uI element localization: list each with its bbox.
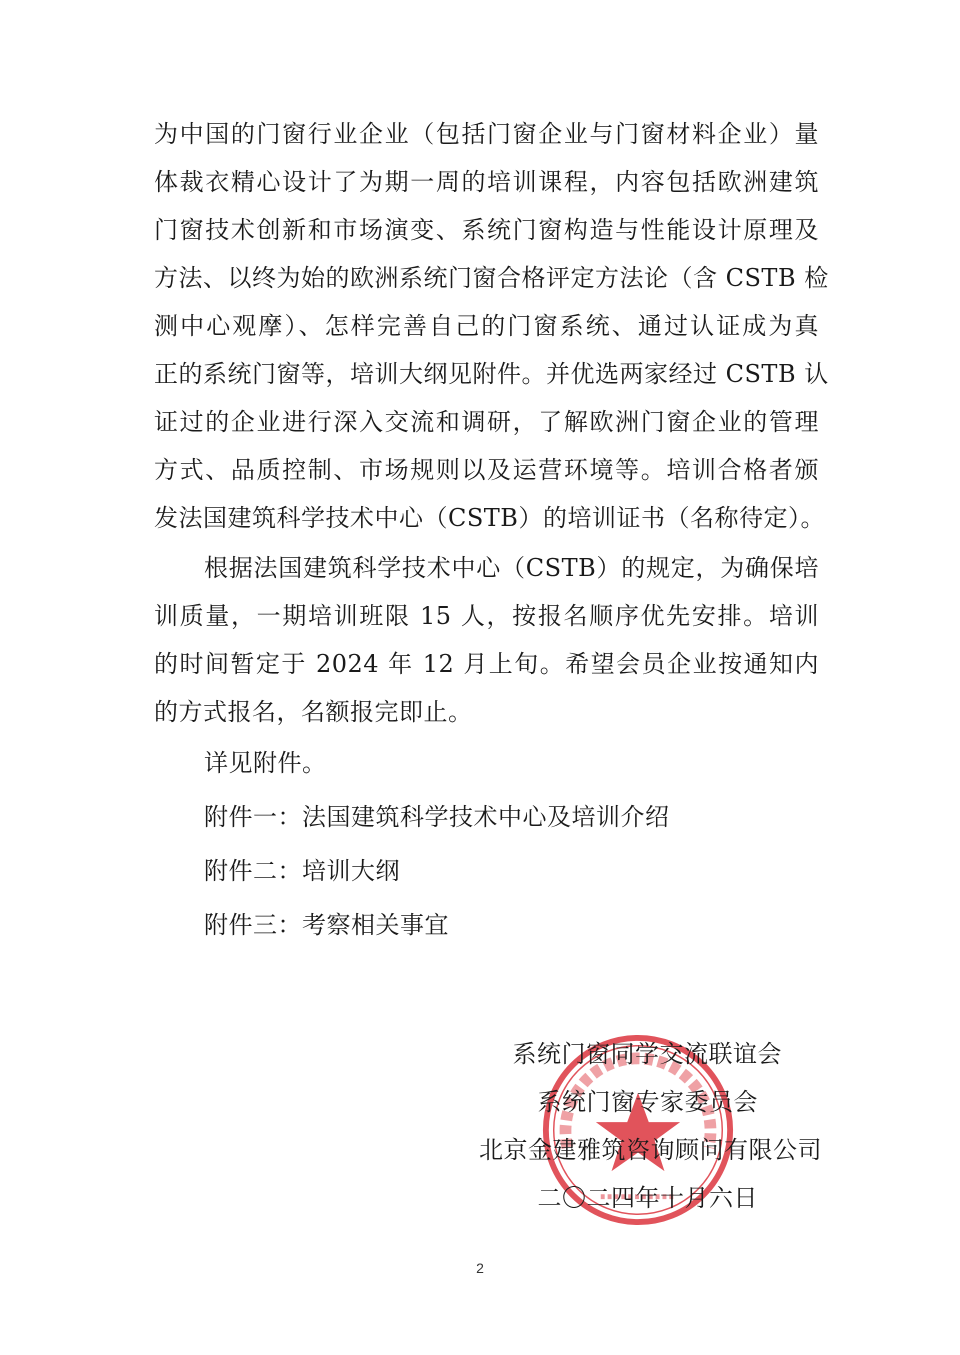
attachment-item-1: 附件一：法国建筑科学技术中心及培训介绍 [204, 803, 670, 831]
attachment-item-3: 附件三：考察相关事宜 [204, 911, 449, 939]
text-line: 正的系统门窗等，培训大纲见附件。并优选两家经过 CSTB 认 [154, 360, 829, 388]
signature-org-1: 系统门窗同学交流联谊会 [512, 1040, 782, 1068]
signature-org-3: 北京金建雅筑咨询顾问有限公司 [479, 1136, 822, 1164]
text-line: 证过的企业进行深入交流和调研，了解欧洲门窗企业的管理 [154, 408, 819, 436]
attachments-block [154, 736, 819, 952]
text-line: 根据法国建筑科学技术中心（CSTB）的规定，为确保培 [204, 554, 819, 582]
page-number: 2 [476, 1260, 484, 1276]
paragraph-1 [154, 110, 829, 542]
text-line: 方式、品质控制、市场规则以及运营环境等。培训合格者颁 [154, 456, 819, 484]
signature-org-2: 系统门窗专家委员会 [537, 1088, 758, 1116]
text-line: 为中国的门窗行业企业（包括门窗企业与门窗材料企业）量 [154, 120, 819, 148]
text-line: 的方式报名，名额报完即止。 [154, 698, 473, 726]
text-line: 测中心观摩）、怎样完善自己的门窗系统、通过认证成为真 [154, 312, 819, 340]
text-line: 门窗技术创新和市场演变、系统门窗构造与性能设计原理及 [154, 216, 819, 244]
text-line: 训质量，一期培训班限 15 人，按报名顺序优先安排。培训 [154, 602, 819, 630]
signature-block [442, 1030, 822, 1222]
text-line: 的时间暂定于 2024 年 12 月上旬。希望会员企业按通知内 [154, 650, 819, 678]
signature-date: 二〇二四年十月六日 [537, 1184, 758, 1212]
see-attachments-text: 详见附件。 [204, 749, 327, 777]
text-line: 体裁衣精心设计了为期一周的培训课程，内容包括欧洲建筑 [154, 168, 819, 196]
paragraph-2 [154, 544, 819, 736]
attachment-item-2: 附件二：培训大纲 [204, 857, 400, 885]
text-line: 发法国建筑科学技术中心（CSTB）的培训证书（名称待定）。 [154, 504, 825, 532]
document-body [154, 110, 829, 952]
text-line: 方法、以终为始的欧洲系统门窗合格评定方法论（含 CSTB 检 [154, 264, 829, 292]
